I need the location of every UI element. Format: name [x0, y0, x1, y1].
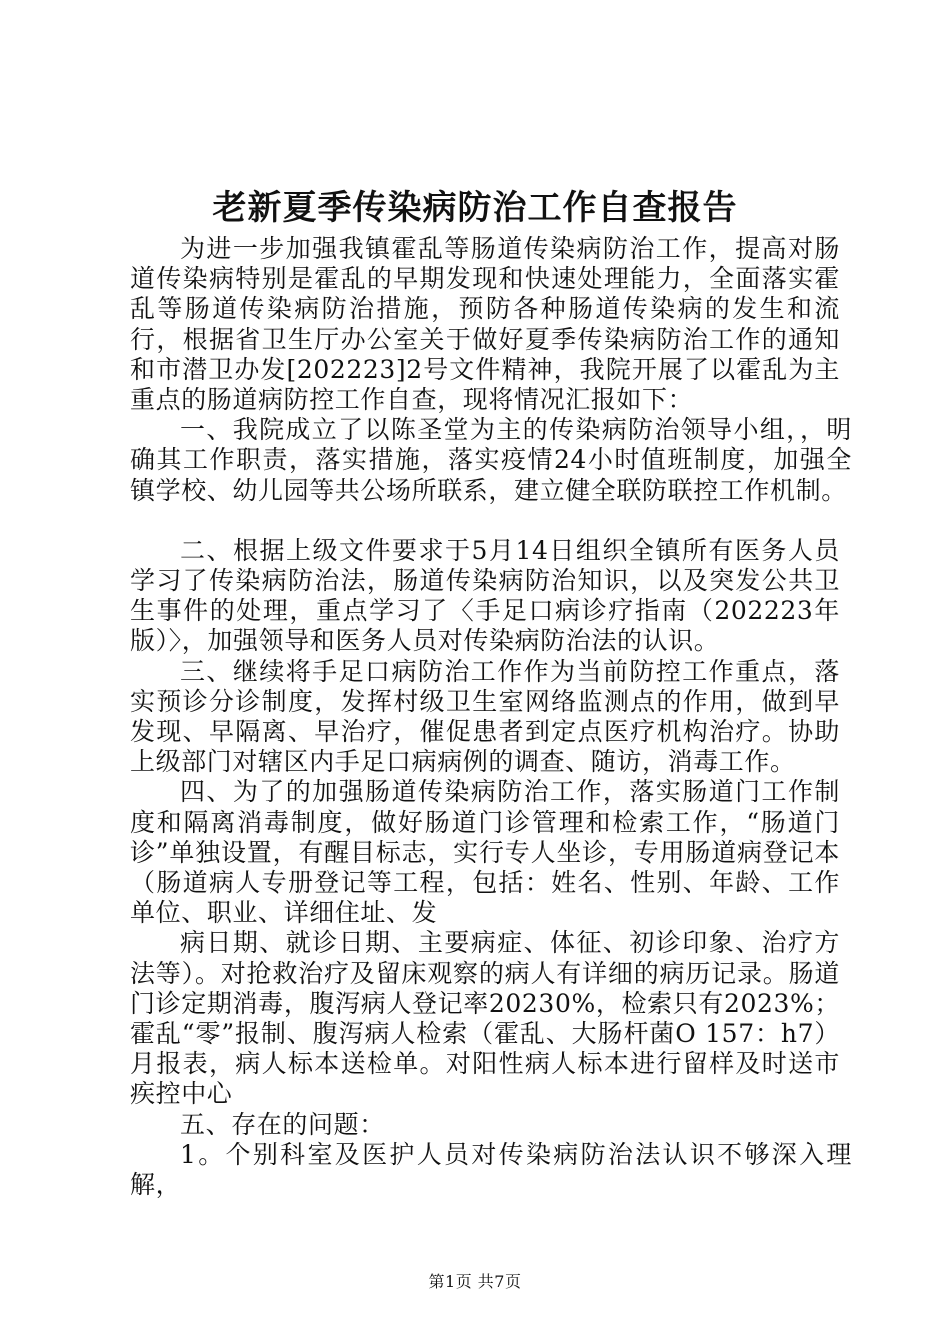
paragraph-section-5-heading: 五、存在的问题：	[180, 1109, 385, 1139]
paragraph-section-4: 四、为了的加强肠道传染病防治工作，落实肠道门工作制度和隔离消毒制度，做好肠道门诊管理和检索工作，“肠道门诊”单独设置，有醒目标志，实行专人坐诊，专用肠道病登记本（肠道病人专册登记等工程，包括：姓名、性别、年龄、工作单位、职业、详细住址、发	[130, 777, 840, 928]
page-footer: 第1页 共7页	[428, 1272, 522, 1291]
document-title: 老新夏季传染病防治工作自查报告	[212, 188, 738, 228]
paragraph-intro: 为进一步加强我镇霍乱等肠道传染病防治工作，提高对肠道传染病特别是霍乱的早期发现和快速处理能力，全面落实霍乱等肠道传染病防治措施，预防各种肠道传染病的发生和流行，根据省卫生厅办公室关于做好夏季传染病防治工作的通知和市潜卫办发[202223]2号文件精神，我院开展了以霍乱为主重点的肠道病防控工作自查，现将情况汇报如下：	[130, 234, 840, 415]
paragraph-section-1: 一、我院成立了以陈圣堂为主的传染病防治领导小组，，明确其工作职责，落实措施，落实疫情24小时值班制度，加强全镇学校、幼儿园等共公场所联系，建立健全联防联控工作机制。	[130, 415, 852, 505]
paragraph-section-2: 二、根据上级文件要求于5月14日组织全镇所有医务人员学习了传染病防治法，肠道传染病防治知识，以及突发公共卫生事件的处理，重点学习了〈手足口病诊疗指南（202223年版）〉，加强领导和医务人员对传染病防治法的认识。	[130, 535, 840, 656]
paragraph-issue-1: 1。个别科室及医护人员对传染病防治法认识不够深入理解，	[130, 1139, 852, 1200]
paragraph-section-4-continued: 病日期、就诊日期、主要病症、体征、初诊印象、治疗方法等）。对抢救治疗及留床观察的病人有详细的病历记录。肠道门诊定期消毒，腹泻病人登记率20230%，检索只有2023%；霍乱“零”报制、腹泻病人检索（霍乱、大肠杆菌O 157：h7）月报表，病人标本送检单。对阳性病人标本进行留样及时送市疾控中心	[130, 928, 840, 1109]
paragraph-gap	[130, 506, 840, 536]
paragraph-section-3: 三、继续将手足口病防治工作作为当前防控工作重点，落实预诊分诊制度，发挥村级卫生室网络监测点的作用，做到早发现、早隔离、早治疗，催促患者到定点医疗机构治疗。协助上级部门对辖区内手足口病病例的调查、随访，消毒工作。	[130, 656, 840, 777]
document-body	[130, 234, 852, 1200]
